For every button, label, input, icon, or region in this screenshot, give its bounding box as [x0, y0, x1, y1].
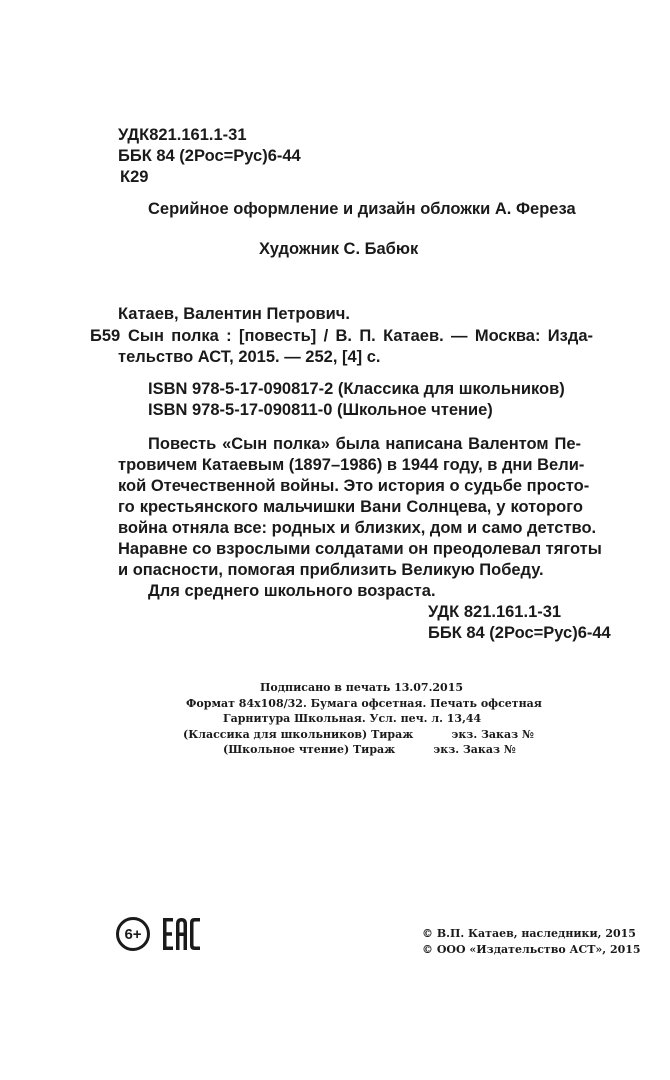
annotation-line: Повесть «Сын полка» была написана Валентом Пе- — [148, 435, 581, 453]
imprint-line: Гарнитура Школьная. Усл. печ. л. 13,44 — [223, 712, 482, 725]
annotation-line-last: и опасности, помогая приблизить Великую Победу. — [118, 561, 544, 579]
author-mark: К29 — [120, 168, 149, 186]
isbn-line-2: ISBN 978-5-17-090811-0 (Школьное чтение) — [148, 401, 493, 419]
annotation-line: война отняла все: родных и близких, дом и само детство. — [118, 519, 597, 537]
annotation-line: кой Отечественной войны. Это история о судьбе просто- — [118, 477, 590, 495]
series-design-credit: Серийное оформление и дизайн обложки А. Фереза — [148, 200, 576, 218]
annotation-line: го крестьянского мальчишки Вани Солнцева, у которого — [118, 498, 583, 516]
shelf-mark: Б59 — [90, 327, 121, 345]
copyright-author: © В.П. Катаев, наследники, 2015 — [422, 927, 636, 940]
bibliographic-line-2: тельство АСТ, 2015. — 252, [4] с. — [118, 348, 381, 366]
imprint-line: Подписано в печать 13.07.2015 — [260, 681, 464, 694]
annotation-line: тровичем Катаевым (1897–1986) в 1944 году, в дни Вели- — [118, 456, 585, 474]
age-rating-badge: 6+ — [116, 917, 150, 951]
audience-note: Для среднего школьного возраста. — [148, 582, 436, 600]
annotation-line: Наравне со взрослыми солдатами он преодолевал тяготы — [118, 540, 602, 558]
bibliographic-line-1: Сын полка : [повесть] / В. П. Катаев. — Москва: Изда- — [128, 327, 593, 345]
udk-code-top: УДК821.161.1-31 — [118, 126, 247, 144]
bbk-code-bottom: ББК 84 (2Рос=Рус)6-44 — [428, 624, 611, 642]
isbn-line-1: ISBN 978-5-17-090817-2 (Классика для школьников) — [148, 380, 565, 398]
imprint-line: (Классика для школьников) Тираж экз. Заказ № — [183, 728, 534, 741]
artist-credit: Художник С. Бабюк — [259, 240, 419, 258]
imprint-line: Формат 84x108/32. Бумага офсетная. Печать офсетная — [186, 697, 542, 710]
copyright-publisher: © ООО «Издательство АСТ», 2015 — [422, 943, 641, 956]
udk-code-bottom: УДК 821.161.1-31 — [428, 603, 562, 621]
eac-mark — [163, 918, 201, 955]
imprint-line: (Школьное чтение) Тираж экз. Заказ № — [223, 743, 516, 756]
bbk-code-top: ББК 84 (2Рос=Рус)6-44 — [118, 147, 301, 165]
author-heading: Катаев, Валентин Петрович. — [118, 305, 350, 323]
